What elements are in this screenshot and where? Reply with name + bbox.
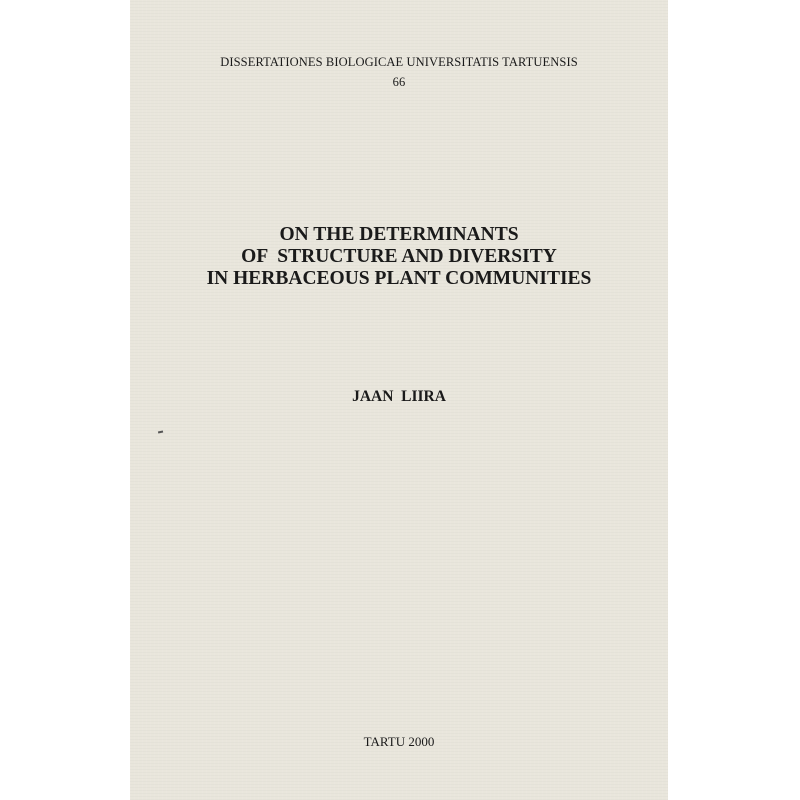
- book-title: [130, 224, 668, 290]
- author-name: JAAN LIIRA: [352, 388, 446, 405]
- series-number: 66: [392, 75, 406, 89]
- imprint: TARTU 2000: [363, 734, 435, 749]
- book-cover: [130, 0, 668, 800]
- title-line-2: OF STRUCTURE AND DIVERSITY: [241, 246, 557, 267]
- series-title: DISSERTATIONES BIOLOGICAE UNIVERSITATIS TARTUENSIS: [220, 55, 578, 69]
- title-line-1: ON THE DETERMINANTS: [279, 224, 519, 245]
- title-line-3: IN HERBACEOUS PLANT COMMUNITIES: [206, 268, 592, 289]
- series-block: [130, 52, 668, 92]
